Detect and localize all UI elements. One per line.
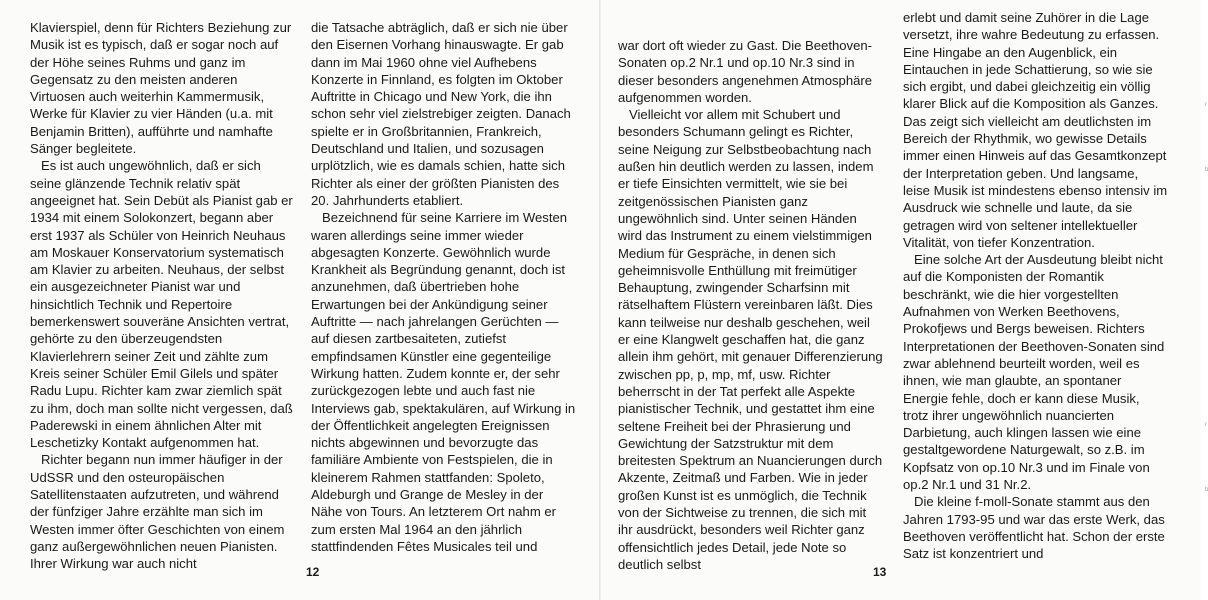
scan-mark: ᵇ — [1205, 165, 1208, 175]
text-column-3 — [618, 37, 883, 573]
paragraph: Klavierspiel, denn für Richters Beziehung zur Musik ist es typisch, daß er sogar noch auf der Höhe seines Ruhms und ganz im Gegensatz zu den meisten anderen Virtuosen auch weiterhin Kammermusik, Werke für Klavier zu vier Händen (u.a. mit Benjamin Britten), aufführte und namhafte Sänger begleitete. — [30, 20, 292, 157]
text-column-2 — [311, 19, 576, 555]
paragraph: erlebt und damit seine Zuhörer in die Lage versetzt, ihre wahre Bedeutung zu erfassen. Eine Hingabe an den Augenblick, ein Eintauchen in jede Schattierung, so wie sie sich ergibt, und dabei gleichzeitig ein völlig klarer Blick auf die Komposition als Ganzes. Das zeigt sich vielleicht am deutlichsten im Bereich der Rhythmik, wo gewisse Details immer einen Hinweis auf das Gesamtkonzept der Interpretation geben. Und langsame, leise Musik ist mindestens ebenso intensiv im Ausdruck wie schnelle und laute, da sie getragen wird von seltener intellektueller Vitalität, von tiefer Konzentration. — [903, 10, 1168, 250]
paragraph: Es ist auch ungewöhnlich, daß er sich seine glänzende Technik relativ spät angeeignet hat. Sein Debüt als Pianist gab er 1934 mit einem Solokonzert, begann aber erst 1937 als Schüler von Heinrich Neuhaus am Moskauer Konservatorium systematisch am Klavier zu arbeiten. Neuhaus, der selbst ein ausgezeichneter Pianist war und hinsichtlich Technik und Repertoire bemerkenswert souveräne Ansichten vertrat, gehörte zu den überzeugendsten Klavierlehrern seiner Zeit und zählte zum Kreis seiner Schüler Emil Gilels und später Radu Lupu. Richter kam zwar ziemlich spät zu ihm, doch man sollte nicht vergessen, daß Paderewski in einem ähnlichen Alter mit Leschetizky Kontakt aufgenommen hat. — [30, 158, 293, 451]
paragraph: war dort oft wieder zu Gast. Die Beethoven-Sonaten op.2 Nr.1 und op.10 Nr.3 sind in dieser besonders angenehmen Atmosphäre aufgenommen worden. — [618, 38, 873, 105]
scan-mark: ᵇ — [1205, 485, 1208, 495]
page-number-right: 13 — [873, 565, 887, 579]
paragraph: Richter begann nun immer häufiger in der UdSSR und den osteuropäischen Satellitenstaaten aufzutreten, und während der fünfziger Jahre erzählte man sich im Westen immer öfter Geschichten von einem ganz außergewöhnlichen neuen Pianisten. Ihrer Wirkung war auch nicht — [30, 452, 285, 572]
paragraph: Eine solche Art der Ausdeutung bleibt nicht auf die Komponisten der Romantik beschränkt, wie die hier vorgestellten Aufnahmen von Werken Beethovens, Prokofjews und Bergs beweisen. Richters Interpretationen der Beethoven-Sonaten sind zwar ablehnend beurteilt worden, weil es ihnen, wie man glaubte, an spontaner Energie fehle, doch er kann diese Musik, trotz ihrer ungewöhnlich nuancierten Darbietung, auch klingen lassen wie eine gestaltgewordene Naturgewalt, so z.B. im Kopfsatz von op.10 Nr.3 und im Finale von op.2 Nr.1 und 31 Nr.2. — [903, 252, 1165, 493]
paragraph: Die kleine f-moll-Sonate stammt aus den Jahren 1793-95 und war das erste Werk, das Beethoven veröffentlicht hat. Schon der erste Satz ist konzentriert und — [903, 494, 1165, 562]
paragraph: die Tatsache abträglich, daß er sich nie über den Eisernen Vorhang hinauswagte. Er gab dann im Mai 1960 ohne viel Aufhebens Konzerte in Finnland, es folgten im Oktober Auftritte in Chicago und New York, die ihn schon sehr viel zielstrebiger zeigten. Danach spielte er in Großbritannien, Frankreich, Deutschland und Italien, und sozusagen urplötzlich, wie es damals schien, hatte sich Richter als einer der größten Pianisten des 20. Jahrhunderts etabliert. — [311, 20, 571, 208]
scan-mark: ʳ — [1205, 100, 1208, 110]
page-number-left: 12 — [306, 565, 320, 579]
text-column-4 — [903, 9, 1168, 563]
scan-mark: ʳ — [1205, 420, 1208, 430]
text-column-1 — [30, 19, 295, 573]
paragraph: Bezeichnend für seine Karriere im Westen waren allerdings seine immer wieder abgesagten Konzerte. Gewöhnlich wurde Krankheit als Begründung genannt, doch ist anzunehmen, daß übertrieben hohe Erwartungen bei der Ankündigung seiner Auftritte — nach jahrelangen Gerüchten — auf diesen zartbesaiteten, zutiefst empfindsamen Künstler eine gegenteilige Wirkung hatten. Zudem konnte er, der sehr zurückgezogen lebte und auch fast nie Interviews gab, spektakulären, auf Wirkung in der Öffentlichkeit angelegten Ereignissen nichts abgewinnen und bevorzugte das familiäre Ambiente von Festspielen, die in kleinerem Rahmen stattfanden: Spoleto, Aldeburgh und Grange de Mesley in der Nähe von Tours. An letzterem Ort nahm er zum ersten Mal 1964 an den jährlich stattfindenden Fêtes Musicales teil und — [311, 210, 576, 554]
paragraph: Vielleicht vor allem mit Schubert und besonders Schumann gelingt es Richter, seine Neigung zur Selbstbeobachtung nach außen hin deutlich werden zu lassen, indem er tiefe Einsichten vermittelt, wie sie bei zeitgenössischen Pianisten ganz ungewöhnlich sind. Unter seinen Händen wird das Instrument zu einem vielstimmigen Medium für Gespräche, in denen sich geheimnisvolle Enthüllung mit freimütiger Behauptung, zwingender Scharfsinn mit rätselhaftem Flüstern vereinbaren läßt. Dies kann teilweise nur deshalb geschehen, weil er eine Klangwelt geschaffen hat, die ganz allein ihm gehört, mit genauer Differenzierung zwischen pp, p, mp, mf, usw. Richter beherrscht in der Tat perfekt alle Aspekte pianistischer Technik, und gestattet ihm eine seltene Freiheit bei der Phrasierung und Gewichtung der Satzstruktur mit dem breitesten Spektrum an Nuancierungen durch Akzente, Zeitmaß und Farben. Wie in jeder großen Kunst ist es unmöglich, die Technik von der Sichtweise zu trennen, die sich mit ihr ausdrückt, besonders weil Richter ganz offensichtlich jedes Detail, jede Note so deutlich selbst — [618, 107, 883, 572]
page-left — [0, 0, 600, 600]
